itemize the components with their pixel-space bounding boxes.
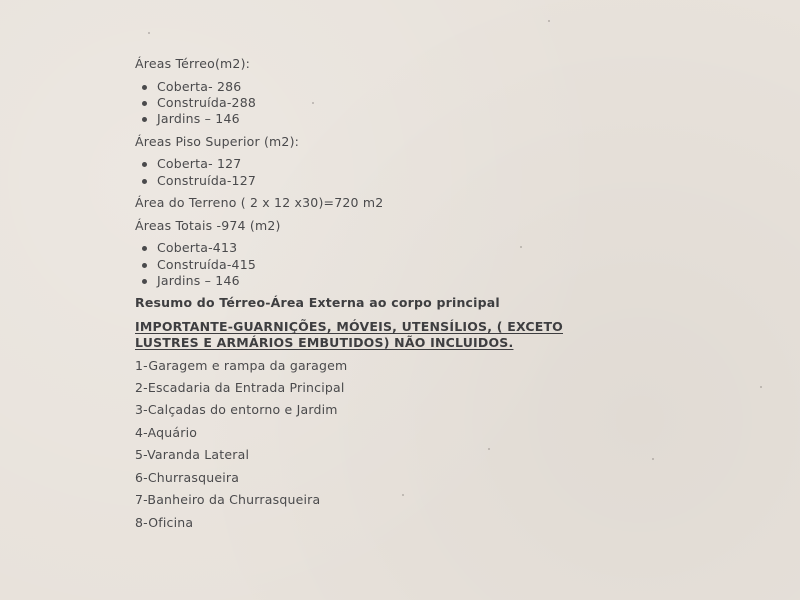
areas-piso-superior-item: Coberta- 127 xyxy=(157,156,242,171)
list-item: 4-Aquário xyxy=(135,425,198,440)
areas-totais-item: Jardins – 146 xyxy=(157,273,240,288)
list-item: 7-Banheiro da Churrasqueira xyxy=(135,492,321,507)
list-item: 6-Churrasqueira xyxy=(135,470,240,485)
scan-speck xyxy=(488,448,490,450)
scan-speck xyxy=(402,494,404,496)
areas-piso-superior-item: Construída-127 xyxy=(157,173,257,188)
areas-terreo-item: Construída-288 xyxy=(157,95,257,110)
scan-speck xyxy=(520,246,522,248)
areas-terreo-item: Jardins – 146 xyxy=(157,111,240,126)
importante-line-2: LUSTRES E ARMÁRIOS EMBUTIDOS) NÃO INCLUIDOS. xyxy=(135,335,514,350)
list-item: 5-Varanda Lateral xyxy=(135,447,250,462)
areas-terreo-item: Coberta- 286 xyxy=(157,79,242,94)
scan-speck xyxy=(312,102,314,104)
resumo-title: Resumo do Térreo-Área Externa ao corpo principal xyxy=(135,295,500,310)
importante-line-1: IMPORTANTE-GUARNIÇÕES, MÓVEIS, UTENSÍLIOS, ( EXCETO xyxy=(135,319,563,334)
scan-speck xyxy=(548,20,550,22)
areas-totais-item: Construída-415 xyxy=(157,257,257,272)
areas-terreo-heading: Áreas Térreo(m2): xyxy=(135,56,251,71)
areas-totais-heading: Áreas Totais -974 (m2) xyxy=(135,218,281,233)
list-item: 2-Escadaria da Entrada Principal xyxy=(135,380,345,395)
areas-totais-item: Coberta-413 xyxy=(157,240,238,255)
areas-piso-superior-heading: Áreas Piso Superior (m2): xyxy=(135,134,300,149)
list-item: 1-Garagem e rampa da garagem xyxy=(135,358,348,373)
scan-speck xyxy=(148,32,150,34)
area-terreno: Área do Terreno ( 2 x 12 x30)=720 m2 xyxy=(135,195,384,210)
scan-speck xyxy=(652,458,654,460)
list-item: 8-Oficina xyxy=(135,515,194,530)
scan-speck xyxy=(760,386,762,388)
list-item: 3-Calçadas do entorno e Jardim xyxy=(135,402,338,417)
